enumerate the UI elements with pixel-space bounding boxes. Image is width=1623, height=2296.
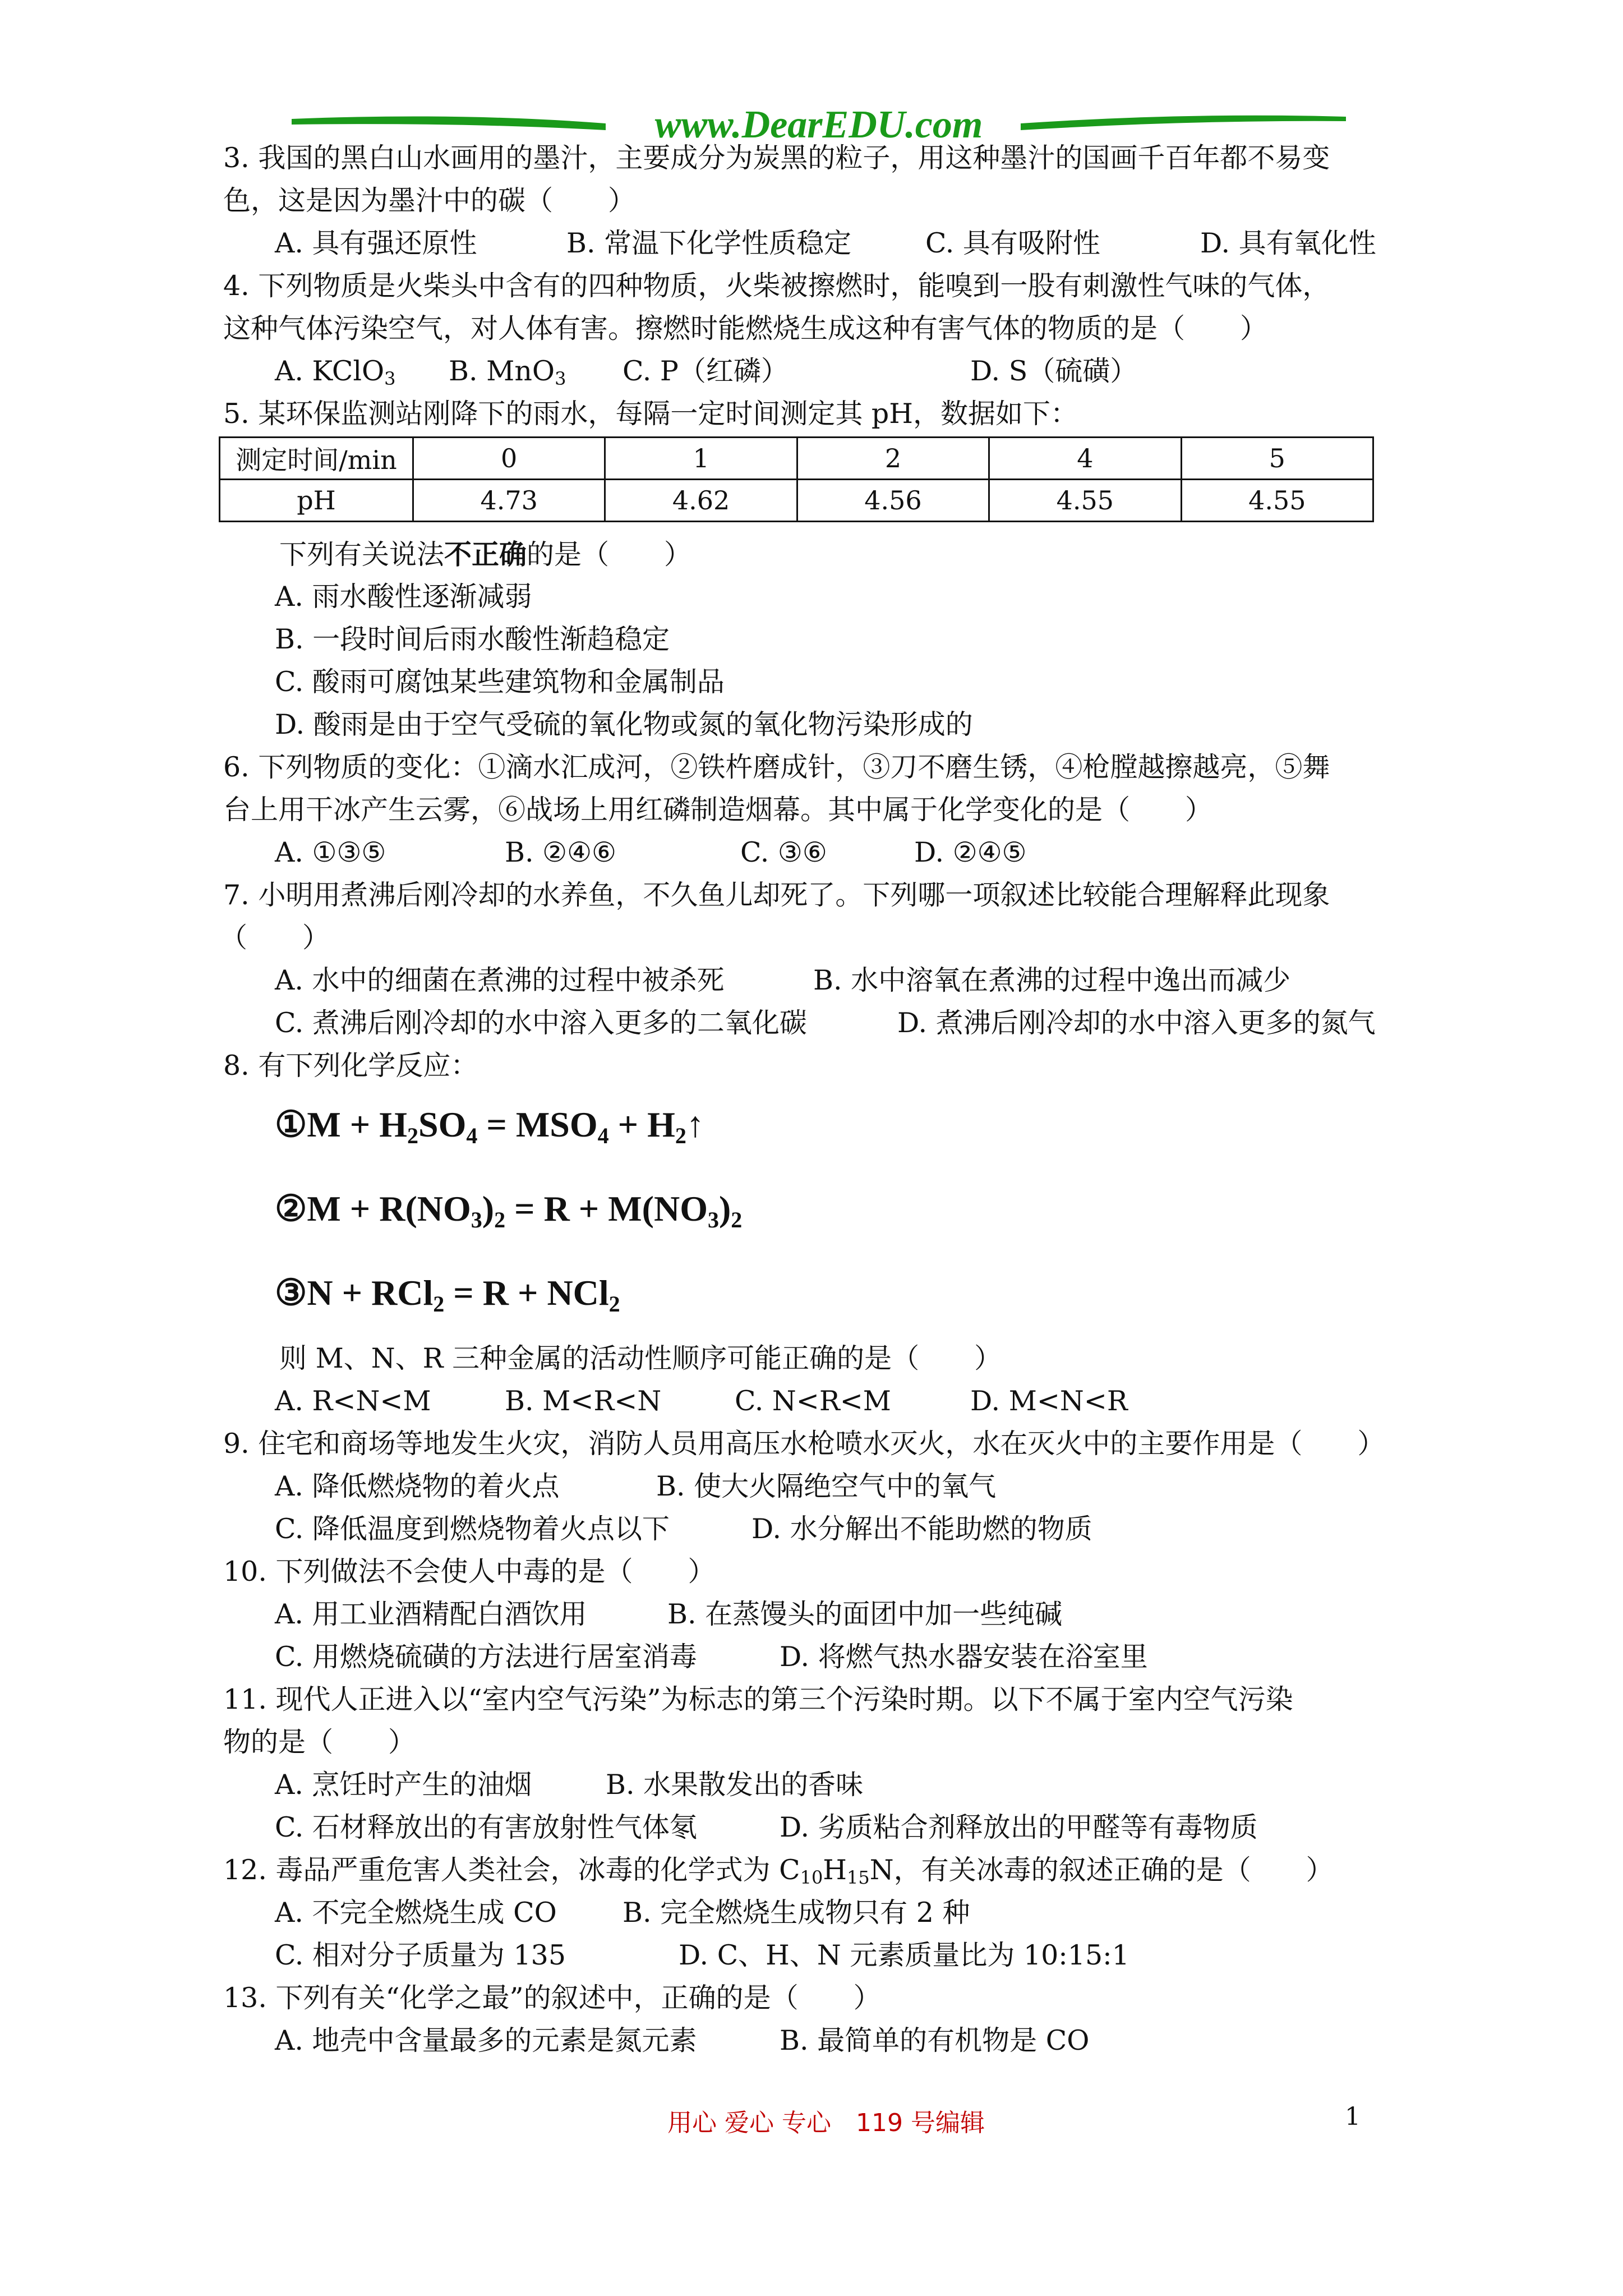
table-cell: 4 (989, 438, 1181, 480)
q10-option-d: D. 将燃气热水器安装在浴室里 (780, 1641, 1148, 1673)
table-cell: 0 (413, 438, 605, 480)
q11-option-c: C. 石材释放出的有害放射性气体氡 (275, 1811, 697, 1843)
q6-option-d: D. ②④⑤ (914, 836, 1027, 868)
q9-stem-line1: 9. 住宅和商场等地发生火灾，消防人员用高压水枪喷水灭火，水在灭火中的主要作用是（ ） (223, 1428, 1385, 1460)
q8-stem-line1: 8. 有下列化学反应： (223, 1050, 478, 1082)
q3-option-d: D. 具有氧化性 (1200, 227, 1376, 259)
ph-data-table (219, 436, 1374, 522)
q6-option-b: B. ②④⑥ (505, 836, 616, 868)
q9-option-c: C. 降低温度到燃烧物着火点以下 (275, 1513, 670, 1545)
q9-option-b: B. 使大火隔绝空气中的氧气 (656, 1470, 997, 1502)
q10-option-b: B. 在蒸馒头的面团中加一些纯碱 (667, 1598, 1063, 1630)
q4-option-a: A. KClO$_3$ (275, 355, 396, 389)
q3-stem-line1: 3. 我国的黑白山水画用的墨汁，主要成分为炭黑的粒子，用这种墨汁的国画千百年都不易变 (223, 142, 1330, 174)
table-cell: pH (220, 480, 413, 522)
q7-option-c: C. 煮沸后刚冷却的水中溶入更多的二氧化碳 (275, 1007, 807, 1039)
q7-option-d: D. 煮沸后刚冷却的水中溶入更多的氮气 (897, 1007, 1376, 1039)
q12-option-a: A. 不完全燃烧生成 CO (275, 1897, 557, 1929)
table-row (220, 480, 1373, 522)
q7-option-a: A. 水中的细菌在煮沸的过程中被杀死 (275, 964, 725, 996)
q9-option-d: D. 水分解出不能助燃的物质 (751, 1513, 1092, 1545)
q5-option-d: D. 酸雨是由于空气受硫的氧化物或氮的氧化物污染形成的 (275, 708, 973, 740)
q6-stem-line2: 台上用干冰产生云雾，⑥战场上用红磷制造烟幕。其中属于化学变化的是（ ） (223, 794, 1213, 826)
table-row (220, 438, 1373, 480)
q6-stem-line1: 6. 下列物质的变化：①滴水汇成河，②铁杵磨成针，③刀不磨生锈，④枪膛越擦越亮，⑤舞 (223, 751, 1330, 783)
q8-sub-stem: 则 M、N、R 三种金属的活动性顺序可能正确的是（ ） (279, 1342, 1002, 1374)
q8-option-a: A. R<N<M (275, 1385, 431, 1417)
table-cell: 2 (797, 438, 989, 480)
q9-option-a: A. 降低燃烧物的着火点 (275, 1470, 560, 1502)
q3-option-c: C. 具有吸附性 (925, 227, 1100, 259)
table-cell: 4.62 (605, 480, 797, 522)
q5-sub-stem: 下列有关说法不正确的是（ ） (279, 538, 692, 570)
q11-stem-line2: 物的是（ ） (223, 1726, 416, 1758)
q12-option-d: D. C、H、N 元素质量比为 10:15:1 (679, 1939, 1129, 1971)
page-footer: 用心 爱心 专心 119 号编辑 (667, 2109, 985, 2137)
q7-stem-line2: （ ） (220, 922, 330, 954)
q3-option-b: B. 常温下化学性质稳定 (566, 227, 852, 259)
q4-stem-line1: 4. 下列物质是火柴头中含有的四种物质，火柴被擦燃时，能嗅到一股有刺激性气味的气体， (223, 270, 1330, 302)
q4-stem-line2: 这种气体污染空气，对人体有害。擦燃时能燃烧生成这种有害气体的物质的是（ ） (223, 312, 1268, 344)
q6-option-a: A. ①③⑤ (275, 836, 386, 868)
table-cell: 4.73 (413, 480, 605, 522)
q7-stem-line1: 7. 小明用煮沸后刚冷却的水养鱼，不久鱼儿却死了。下列哪一项叙述比较能合理解释此现象 (223, 879, 1330, 911)
q5-option-c: C. 酸雨可腐蚀某些建筑物和金属制品 (275, 666, 725, 698)
page-number: 1 (1345, 2102, 1361, 2131)
reaction-equation-2: ②M + $R(NO_3)_2 = R + M(NO_3)_2$ (275, 1189, 743, 1232)
table-cell: 测定时间/min (220, 438, 413, 480)
table-cell: 1 (605, 438, 797, 480)
q11-stem-line1: 11. 现代人正进入以“室内空气污染”为标志的第三个污染时期。以下不属于室内空气污染 (223, 1683, 1293, 1715)
q5-option-b: B. 一段时间后雨水酸性渐趋稳定 (275, 623, 670, 655)
q13-stem-line1: 13. 下列有关“化学之最”的叙述中，正确的是（ ） (223, 1982, 881, 2014)
q10-option-a: A. 用工业酒精配白酒饮用 (275, 1598, 587, 1630)
q5-stem-line1: 5. 某环保监测站刚降下的雨水，每隔一定时间测定其 pH，数据如下： (223, 398, 1078, 430)
q12-stem-line1: 12. 毒品严重危害人类社会，冰毒的化学式为 $C_{10}H_{15}N$，有关冰毒的叙述正确的是（ ） (223, 1854, 1334, 1888)
q12-option-b: B. 完全燃烧生成物只有 2 种 (623, 1897, 970, 1929)
table-cell: 4.55 (1181, 480, 1373, 522)
reaction-equation-3: ③N + RCl$_2$ = R + NCl$_2$ (275, 1273, 620, 1317)
table-cell: 4.55 (989, 480, 1181, 522)
q8-option-c: C. N<R<M (735, 1385, 891, 1417)
q13-option-a: A. 地壳中含量最多的元素是氮元素 (275, 2024, 697, 2056)
q6-option-c: C. ③⑥ (740, 836, 827, 868)
q11-option-d: D. 劣质粘合剂释放出的甲醛等有毒物质 (780, 1811, 1258, 1843)
q13-option-b: B. 最简单的有机物是 CO (780, 2024, 1090, 2056)
q11-option-a: A. 烹饪时产生的油烟 (275, 1769, 532, 1801)
q7-option-b: B. 水中溶氧在煮沸的过程中逸出而减少 (813, 964, 1291, 996)
q5-option-a: A. 雨水酸性逐渐减弱 (275, 581, 532, 613)
q11-option-b: B. 水果散发出的香味 (606, 1769, 864, 1801)
q8-option-d: D. M<N<R (970, 1385, 1128, 1417)
q3-stem-line2: 色，这是因为墨汁中的碳（ ） (223, 185, 636, 217)
logo-text: www.DearEDU.com (654, 103, 983, 146)
table-cell: 5 (1181, 438, 1373, 480)
q4-option-d: D. S（硫磺） (970, 355, 1138, 387)
q10-stem-line1: 10. 下列做法不会使人中毒的是（ ） (223, 1556, 716, 1588)
q3-option-a: A. 具有强还原性 (275, 227, 477, 259)
q10-option-c: C. 用燃烧硫磺的方法进行居室消毒 (275, 1641, 697, 1673)
reaction-equation-1: ①M + $H_2SO_4 = MSO_4$ + $H_2↑$ (275, 1105, 704, 1148)
q4-option-c: C. P（红磷） (623, 355, 789, 387)
q4-option-b: B. MnO$_3$ (449, 355, 566, 389)
q8-option-b: B. M<R<N (505, 1385, 662, 1417)
q12-option-c: C. 相对分子质量为 135 (275, 1939, 566, 1971)
table-cell: 4.56 (797, 480, 989, 522)
